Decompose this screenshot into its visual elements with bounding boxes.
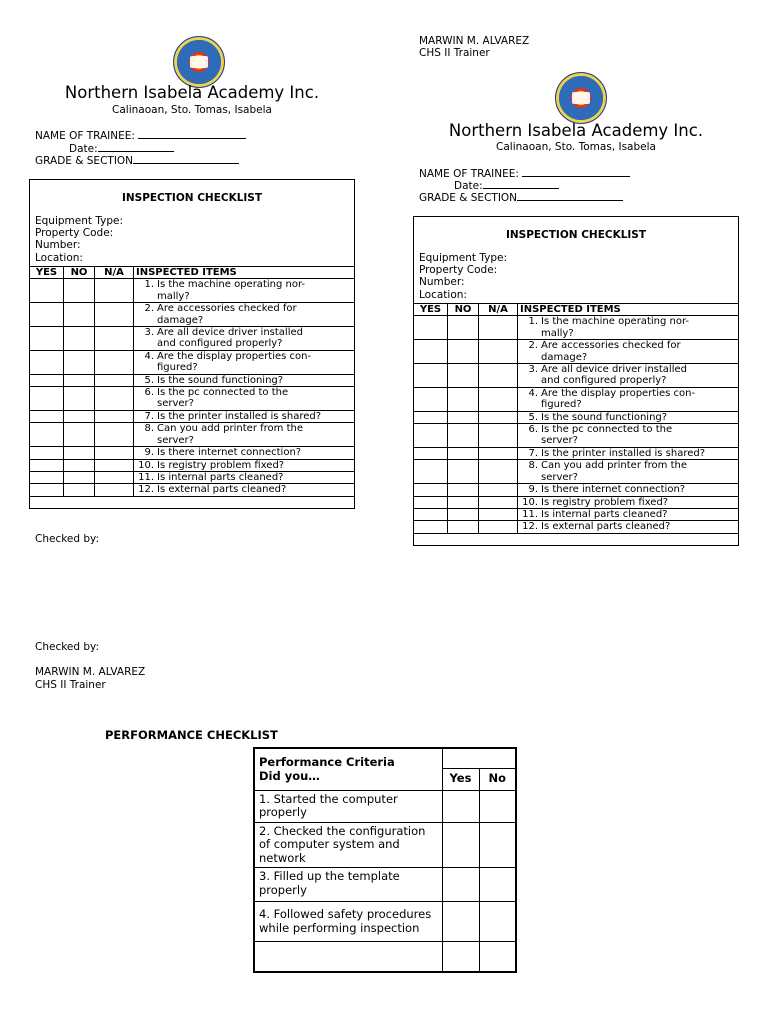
item-number: 1. [528, 316, 538, 328]
item-text: Is the pc connected to the [541, 424, 673, 436]
yes-cell[interactable] [414, 364, 448, 388]
checklist-item-row [30, 387, 355, 411]
na-cell[interactable] [479, 340, 518, 364]
yes-cell[interactable] [414, 340, 448, 364]
checklist-item-row [414, 424, 739, 448]
na-cell[interactable] [95, 447, 134, 459]
na-cell[interactable] [95, 471, 134, 483]
item-text: Are all device driver installed [157, 327, 303, 339]
yes-cell[interactable] [442, 790, 479, 822]
item-number: 12. [522, 521, 538, 533]
no-cell[interactable] [479, 868, 516, 902]
na-cell[interactable] [95, 387, 134, 411]
checklist-item-row [30, 447, 355, 459]
school-address: Calinaoan, Sto. Tomas, Isabela [496, 141, 656, 153]
na-cell[interactable] [95, 459, 134, 471]
yes-cell[interactable] [414, 460, 448, 484]
trainee-name-line: NAME OF TRAINEE: [35, 128, 246, 142]
no-cell[interactable] [448, 364, 479, 388]
yes-cell[interactable] [30, 327, 64, 351]
item-text: Is registry problem fixed? [157, 459, 285, 471]
item-text: Can you add printer from the [541, 460, 687, 472]
na-header: N/A [95, 267, 134, 279]
yes-cell[interactable] [442, 822, 479, 868]
yes-cell[interactable] [30, 484, 64, 496]
yes-cell[interactable] [30, 447, 64, 459]
na-cell[interactable] [479, 424, 518, 448]
yes-header: YES [30, 267, 64, 279]
item-text: Is the sound functioning? [541, 411, 668, 423]
inspected-item [518, 364, 739, 388]
no-cell[interactable] [479, 822, 516, 868]
item-text: Is there internet connection? [541, 484, 686, 496]
na-cell[interactable] [95, 350, 134, 374]
item-text: Is internal parts cleaned? [157, 471, 284, 483]
item-number: 8. [528, 460, 538, 472]
no-cell[interactable] [64, 374, 95, 386]
checklist-item-row [414, 496, 739, 508]
item-number: 6. [144, 387, 154, 399]
inspected-item [134, 459, 355, 471]
item-number: 6. [528, 424, 538, 436]
item-number: 8. [144, 423, 154, 435]
grade-section-line: GRADE & SECTION [35, 153, 239, 167]
yes-cell[interactable] [442, 868, 479, 902]
trainee-name-line: NAME OF TRAINEE: [419, 166, 630, 180]
inspected-item [134, 303, 355, 327]
inspected-item [134, 484, 355, 496]
na-cell[interactable] [95, 423, 134, 447]
yes-cell[interactable] [414, 424, 448, 448]
checklist-item-row [30, 279, 355, 303]
inspected-item [134, 374, 355, 386]
item-number: 2. [528, 340, 538, 352]
yes-header: YES [414, 304, 448, 316]
item-number: 9. [528, 484, 538, 496]
na-cell[interactable] [479, 364, 518, 388]
checked-by-bottom: Checked by: [35, 641, 100, 653]
perf-row [254, 942, 516, 972]
trainer-name-bottom: MARWIN M. ALVAREZ [35, 666, 146, 678]
checklist-item-row [30, 484, 355, 496]
yes-cell[interactable] [414, 496, 448, 508]
item-text: Are accessories checked for [157, 303, 297, 315]
yes-cell[interactable] [30, 410, 64, 422]
na-header: N/A [479, 304, 518, 316]
na-cell[interactable] [479, 460, 518, 484]
no-cell[interactable] [64, 303, 95, 327]
na-cell[interactable] [95, 327, 134, 351]
equipment-fields: Equipment Type: Property Code: Number: Location: [419, 252, 507, 301]
item-text: Is the pc connected to the [157, 387, 289, 399]
no-cell[interactable] [448, 484, 479, 496]
inspected-item [518, 411, 739, 423]
item-text: Are the display properties con- [541, 387, 696, 399]
yes-cell[interactable] [414, 521, 448, 533]
inspected-item [518, 447, 739, 459]
item-text: Is the sound functioning? [157, 374, 284, 386]
checklist-item-row [414, 340, 739, 364]
item-number: 10. [138, 459, 154, 471]
na-cell[interactable] [479, 496, 518, 508]
item-text: Is external parts cleaned? [157, 484, 287, 496]
school-seal-logo [173, 36, 225, 88]
checklist-item-row [30, 423, 355, 447]
item-number: 5. [528, 411, 538, 423]
item-text: Is the machine operating nor- [541, 316, 690, 328]
checklist-item-row [30, 303, 355, 327]
yes-cell[interactable] [30, 374, 64, 386]
item-number: 10. [522, 496, 538, 508]
inspected-item [518, 340, 739, 364]
no-cell[interactable] [448, 460, 479, 484]
checklist-item-row [30, 410, 355, 422]
trainer-title-top: CHS II Trainer [419, 47, 490, 59]
no-header: NO [448, 304, 479, 316]
no-cell[interactable] [64, 410, 95, 422]
yes-cell[interactable] [30, 350, 64, 374]
perf-row: 4. Followed safety procedures while performing inspection [254, 902, 516, 942]
inspected-item [134, 327, 355, 351]
perf-row: 1. Started the computer properly [254, 790, 516, 822]
school-name: Northern Isabela Academy Inc. [448, 121, 704, 140]
items-header: INSPECTED ITEMS [134, 267, 355, 279]
inspected-item [134, 447, 355, 459]
item-number: 9. [144, 447, 154, 459]
inspected-item [134, 410, 355, 422]
inspected-item [134, 350, 355, 374]
item-text: server? [541, 435, 578, 447]
checklist-item-row [414, 484, 739, 496]
item-text: damage? [157, 314, 204, 326]
checklist-item-row [414, 508, 739, 520]
checklist-header-row [30, 267, 355, 279]
checklist-item-row [414, 447, 739, 459]
item-text: server? [157, 398, 194, 410]
inspected-item [518, 521, 739, 533]
no-header: No [479, 768, 516, 790]
inspected-item [518, 496, 739, 508]
checklist-item-row [414, 521, 739, 533]
no-cell[interactable] [479, 942, 516, 972]
inspected-item [134, 423, 355, 447]
na-cell[interactable] [479, 316, 518, 340]
checklist-item-row [414, 460, 739, 484]
checked-by-left: Checked by: [35, 533, 100, 545]
yes-cell[interactable] [30, 471, 64, 483]
no-cell[interactable] [64, 471, 95, 483]
grade-section-line: GRADE & SECTION [419, 190, 623, 204]
checklist-item-row [30, 471, 355, 483]
items-header: INSPECTED ITEMS [518, 304, 739, 316]
item-text: mally? [157, 290, 190, 302]
inspected-item [518, 424, 739, 448]
checklist-item-row [30, 459, 355, 471]
item-number: 4. [144, 350, 154, 362]
checklist-item-row [414, 316, 739, 340]
yes-cell[interactable] [442, 902, 479, 942]
no-header: NO [64, 267, 95, 279]
item-number: 3. [144, 327, 154, 339]
checklist-item-row [414, 411, 739, 423]
no-cell[interactable] [448, 340, 479, 364]
perf-header-row [254, 748, 516, 768]
equipment-fields: Equipment Type: Property Code: Number: Location: [35, 215, 123, 264]
checklist-item-row [414, 387, 739, 411]
checklist-item-row [414, 364, 739, 388]
yes-cell[interactable] [30, 303, 64, 327]
item-text: mally? [541, 327, 574, 339]
no-cell[interactable] [64, 447, 95, 459]
yes-header: Yes [442, 768, 479, 790]
checklist-item-row [30, 374, 355, 386]
performance-table [253, 747, 517, 973]
item-text: Are accessories checked for [541, 340, 681, 352]
item-text: server? [541, 471, 578, 483]
na-cell[interactable] [479, 387, 518, 411]
inspected-item [518, 387, 739, 411]
item-text: figured? [157, 362, 198, 374]
inspected-item [134, 387, 355, 411]
item-number: 2. [144, 303, 154, 315]
checklist-item-row [30, 350, 355, 374]
item-number: 12. [138, 484, 154, 496]
item-text: Are all device driver installed [541, 364, 687, 376]
no-cell[interactable] [64, 279, 95, 303]
item-number: 5. [144, 374, 154, 386]
yes-cell[interactable] [414, 447, 448, 459]
item-text: Is registry problem fixed? [541, 496, 669, 508]
yes-cell[interactable] [30, 279, 64, 303]
checklist-title: INSPECTION CHECKLIST [505, 229, 647, 241]
item-text: Is the printer installed is shared? [541, 447, 706, 459]
no-cell[interactable] [448, 387, 479, 411]
no-cell[interactable] [64, 387, 95, 411]
item-number: 11. [522, 508, 538, 520]
perf-row: 3. Filled up the template properly [254, 868, 516, 902]
item-number: 1. [144, 279, 154, 291]
inspected-item [134, 279, 355, 303]
inspected-item [518, 484, 739, 496]
item-text: Is the printer installed is shared? [157, 410, 322, 422]
checklist-item-row [30, 327, 355, 351]
inspected-item [518, 508, 739, 520]
item-text: Is there internet connection? [157, 447, 302, 459]
na-cell[interactable] [95, 484, 134, 496]
no-cell[interactable] [448, 496, 479, 508]
item-number: 3. [528, 364, 538, 376]
no-cell[interactable] [479, 902, 516, 942]
no-cell[interactable] [448, 508, 479, 520]
na-cell[interactable] [95, 303, 134, 327]
na-cell[interactable] [479, 508, 518, 520]
trainer-title-bottom: CHS II Trainer [35, 679, 106, 691]
na-cell[interactable] [95, 410, 134, 422]
item-text: Are the display properties con- [157, 350, 312, 362]
item-text: damage? [541, 351, 588, 363]
checklist-title: INSPECTION CHECKLIST [121, 192, 263, 204]
no-cell[interactable] [64, 484, 95, 496]
inspected-item [518, 460, 739, 484]
item-number: 4. [528, 387, 538, 399]
school-name: Northern Isabela Academy Inc. [64, 83, 320, 102]
na-cell[interactable] [479, 484, 518, 496]
no-cell[interactable] [479, 790, 516, 822]
no-cell[interactable] [448, 316, 479, 340]
no-cell[interactable] [448, 424, 479, 448]
yes-cell[interactable] [30, 423, 64, 447]
date-line: Date: [454, 178, 559, 192]
item-number: 7. [144, 410, 154, 422]
inspection-table-left [29, 266, 355, 497]
yes-cell[interactable] [30, 459, 64, 471]
na-cell[interactable] [479, 521, 518, 533]
item-number: 11. [138, 471, 154, 483]
trainer-name-top: MARWIN M. ALVAREZ [419, 35, 530, 47]
perf-row: 2. Checked the configuration of computer system and network [254, 822, 516, 868]
item-text: figured? [541, 399, 582, 411]
inspected-item [518, 316, 739, 340]
no-cell[interactable] [448, 521, 479, 533]
criteria-header: Performance Criteria Did you… [254, 748, 442, 790]
na-cell[interactable] [95, 374, 134, 386]
item-text: Can you add printer from the [157, 423, 303, 435]
item-text: and configured properly? [157, 338, 283, 350]
item-text: Is external parts cleaned? [541, 521, 671, 533]
na-cell[interactable] [479, 411, 518, 423]
checklist-header-row [414, 304, 739, 316]
na-cell[interactable] [479, 447, 518, 459]
yes-cell[interactable] [414, 508, 448, 520]
no-cell[interactable] [64, 350, 95, 374]
yes-cell[interactable] [30, 387, 64, 411]
school-address: Calinaoan, Sto. Tomas, Isabela [112, 104, 272, 116]
yes-cell[interactable] [414, 387, 448, 411]
no-cell[interactable] [64, 327, 95, 351]
no-cell[interactable] [64, 459, 95, 471]
no-cell[interactable] [448, 447, 479, 459]
school-seal-logo [555, 72, 607, 124]
inspected-item [134, 471, 355, 483]
na-cell[interactable] [95, 279, 134, 303]
item-text: Is the machine operating nor- [157, 279, 306, 291]
yes-cell[interactable] [442, 942, 479, 972]
yes-cell[interactable] [414, 484, 448, 496]
item-number: 7. [528, 447, 538, 459]
item-text: and configured properly? [541, 375, 667, 387]
yes-cell[interactable] [414, 411, 448, 423]
date-line: Date: [69, 141, 174, 155]
item-text: server? [157, 434, 194, 446]
no-cell[interactable] [64, 423, 95, 447]
item-text: Is internal parts cleaned? [541, 508, 668, 520]
performance-title: PERFORMANCE CHECKLIST [105, 728, 278, 742]
no-cell[interactable] [448, 411, 479, 423]
inspection-table-right [413, 303, 739, 534]
yes-cell[interactable] [414, 316, 448, 340]
